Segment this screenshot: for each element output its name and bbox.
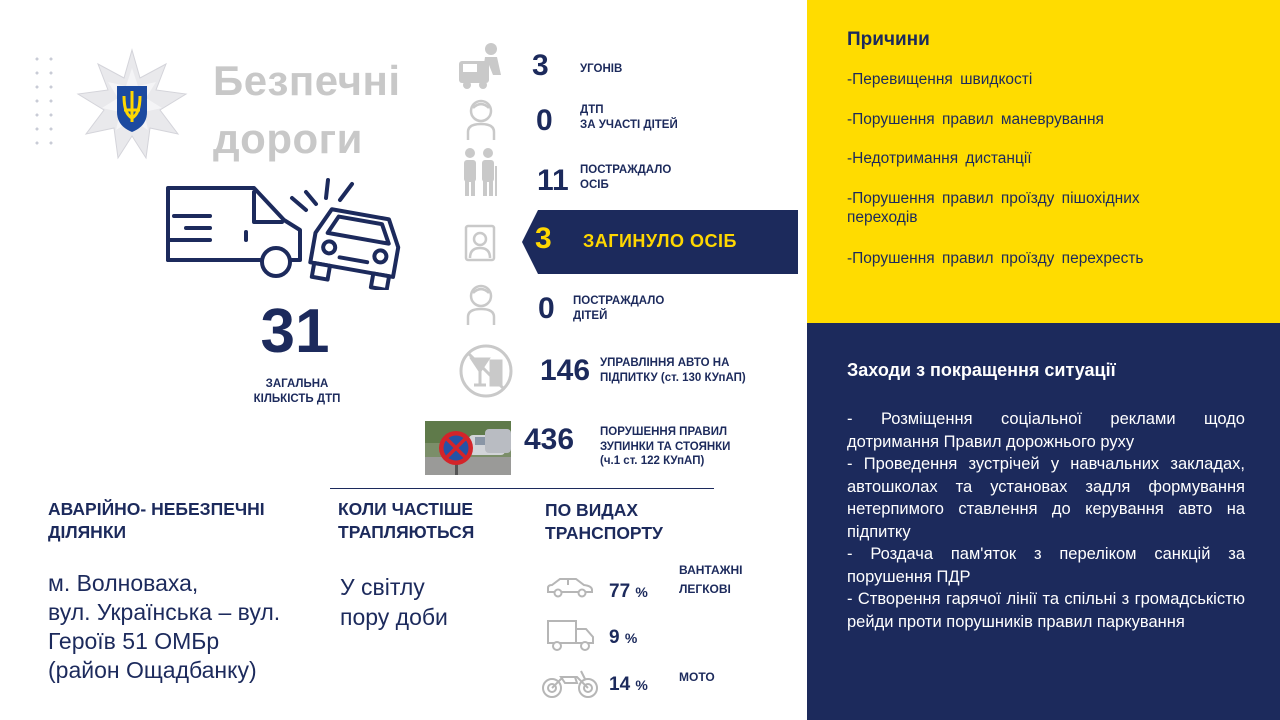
no-parking-photo <box>425 421 511 475</box>
injured-label-line-2: ОСІБ <box>580 179 609 191</box>
injured-people-icon <box>460 146 498 198</box>
cars-percent <box>609 581 648 603</box>
transport-heading-line-2: ТРАНСПОРТУ <box>545 523 663 543</box>
title-line-1: Безпечні <box>213 57 401 104</box>
trucks-percent <box>609 627 637 649</box>
when-heading-line-1: КОЛИ ЧАСТІШЕ <box>338 499 474 519</box>
injured-children-label <box>573 294 664 324</box>
moto-percent-value: 14 <box>609 674 631 695</box>
decorative-dots <box>30 52 62 152</box>
cars-label: ЛЕГКОВІ <box>679 582 731 596</box>
location-line: Героїв 51 ОМБр <box>48 628 220 654</box>
section-divider <box>330 488 714 489</box>
location-line: м. Волноваха, <box>48 570 199 596</box>
dangerous-sections-heading <box>48 498 265 544</box>
motorcycle-icon <box>541 667 599 699</box>
measure-item: - Проведення зустрічей у навчальних закладах, автошколах та установах задля формування нетерпимого ставлення до керування авто на підпитку <box>847 455 1245 541</box>
car-crash-icon <box>166 170 416 290</box>
measure-item: - Створення гарячої лінії та спільні з громадськістю рейди проти порушників правил паркування <box>847 590 1245 631</box>
cause-item: -Порушення правил проїзду перехресть <box>847 250 1144 267</box>
cars-percent-value: 77 <box>609 581 631 602</box>
injured-children-label-line-2: ДІТЕЙ <box>573 310 608 322</box>
thefts-value: 3 <box>532 49 549 82</box>
measures-list <box>847 408 1245 633</box>
when-line: У світлу <box>340 574 425 600</box>
truck-icon <box>546 619 596 651</box>
person-portrait-icon <box>464 224 496 262</box>
total-accidents-value: 31 <box>260 297 330 366</box>
drunk-driving-label-line-1: УПРАВЛІННЯ АВТО НА <box>600 357 730 369</box>
moto-percent <box>609 674 648 696</box>
child-accidents-label <box>580 103 678 133</box>
thefts-label: УГОНІВ <box>580 63 623 75</box>
injured-label <box>580 163 671 193</box>
cargo-label: ВАНТАЖНІ <box>679 563 743 577</box>
measure-item: - Роздача пам'яток з переліком санкцій за порушення ПДР <box>847 545 1245 586</box>
dangerous-heading-line-2: ДІЛЯНКИ <box>48 522 127 542</box>
measures-title: Заходи з покращення ситуації <box>847 360 1116 380</box>
page-title <box>213 52 401 168</box>
cause-item: -Порушення правил проїзду пішохідних переходів <box>847 190 1140 226</box>
drunk-driving-value: 146 <box>540 354 591 387</box>
parking-label-line-3: (ч.1 ст. 122 КУпАП) <box>600 455 705 467</box>
child-accidents-label-line-1: ДТП <box>580 104 604 116</box>
drunk-driving-label <box>600 356 746 386</box>
injured-children-label-line-1: ПОСТРАЖДАЛО <box>573 295 665 307</box>
location-line: (район Ощадбанку) <box>48 657 257 683</box>
measure-item: - Розміщення соціальної реклами щодо дотримання Правил дорожнього руху <box>847 410 1245 451</box>
moto-percent-unit: % <box>635 677 648 693</box>
when-heading-line-2: ТРАПЛЯЮТЬСЯ <box>338 522 475 542</box>
police-badge-logo <box>74 48 190 164</box>
total-label-line-2: КІЛЬКІСТЬ ДТП <box>253 393 341 405</box>
injured-value: 11 <box>537 164 569 197</box>
transport-heading-line-1: ПО ВИДАХ <box>545 500 639 520</box>
parking-label-line-2: ЗУПИНКИ ТА СТОЯНКИ <box>600 440 731 453</box>
when-line: пору доби <box>340 604 448 630</box>
cars-percent-unit: % <box>635 584 648 600</box>
parking-violations-value: 436 <box>524 423 575 456</box>
injured-label-line-1: ПОСТРАЖДАЛО <box>580 164 672 176</box>
trucks-percent-value: 9 <box>609 627 620 648</box>
causes-title: Причини <box>847 29 930 50</box>
drunk-driving-label-line-2: ПІДПИТКУ (ст. 130 КУпАП) <box>600 372 746 384</box>
child-accidents-label-line-2: ЗА УЧАСТІ ДІТЕЙ <box>580 119 678 131</box>
killed-value: 3 <box>535 222 552 255</box>
dangerous-location-text <box>48 569 318 685</box>
cause-item: -Порушення правил маневрування <box>847 111 1104 128</box>
transport-heading <box>545 499 663 545</box>
title-line-2: дороги <box>213 115 363 162</box>
child-accidents-value: 0 <box>536 104 553 137</box>
child-icon <box>465 98 497 142</box>
parking-label-line-1: ПОРУШЕННЯ ПРАВИЛ <box>600 426 728 438</box>
total-accidents-label <box>232 377 362 407</box>
when-text <box>340 572 480 632</box>
no-drinking-icon <box>458 343 514 399</box>
cause-item: -Перевищення швидкості <box>847 71 1033 88</box>
trucks-percent-unit: % <box>624 630 638 646</box>
car-thief-icon <box>459 41 509 89</box>
child-icon <box>465 283 497 327</box>
killed-label: ЗАГИНУЛО ОСІБ <box>583 231 737 251</box>
dangerous-heading-line-1: АВАРІЙНО- НЕБЕЗПЕЧНІ <box>48 499 265 519</box>
location-line: вул. Українська – вул. <box>48 599 281 625</box>
when-heading <box>338 498 474 544</box>
car-icon <box>546 576 594 598</box>
injured-children-value: 0 <box>538 292 555 325</box>
cause-item: -Недотримання дистанції <box>847 150 1032 167</box>
moto-label: МОТО <box>679 670 715 684</box>
parking-violations-label <box>600 425 730 469</box>
total-label-line-1: ЗАГАЛЬНА <box>265 378 329 390</box>
